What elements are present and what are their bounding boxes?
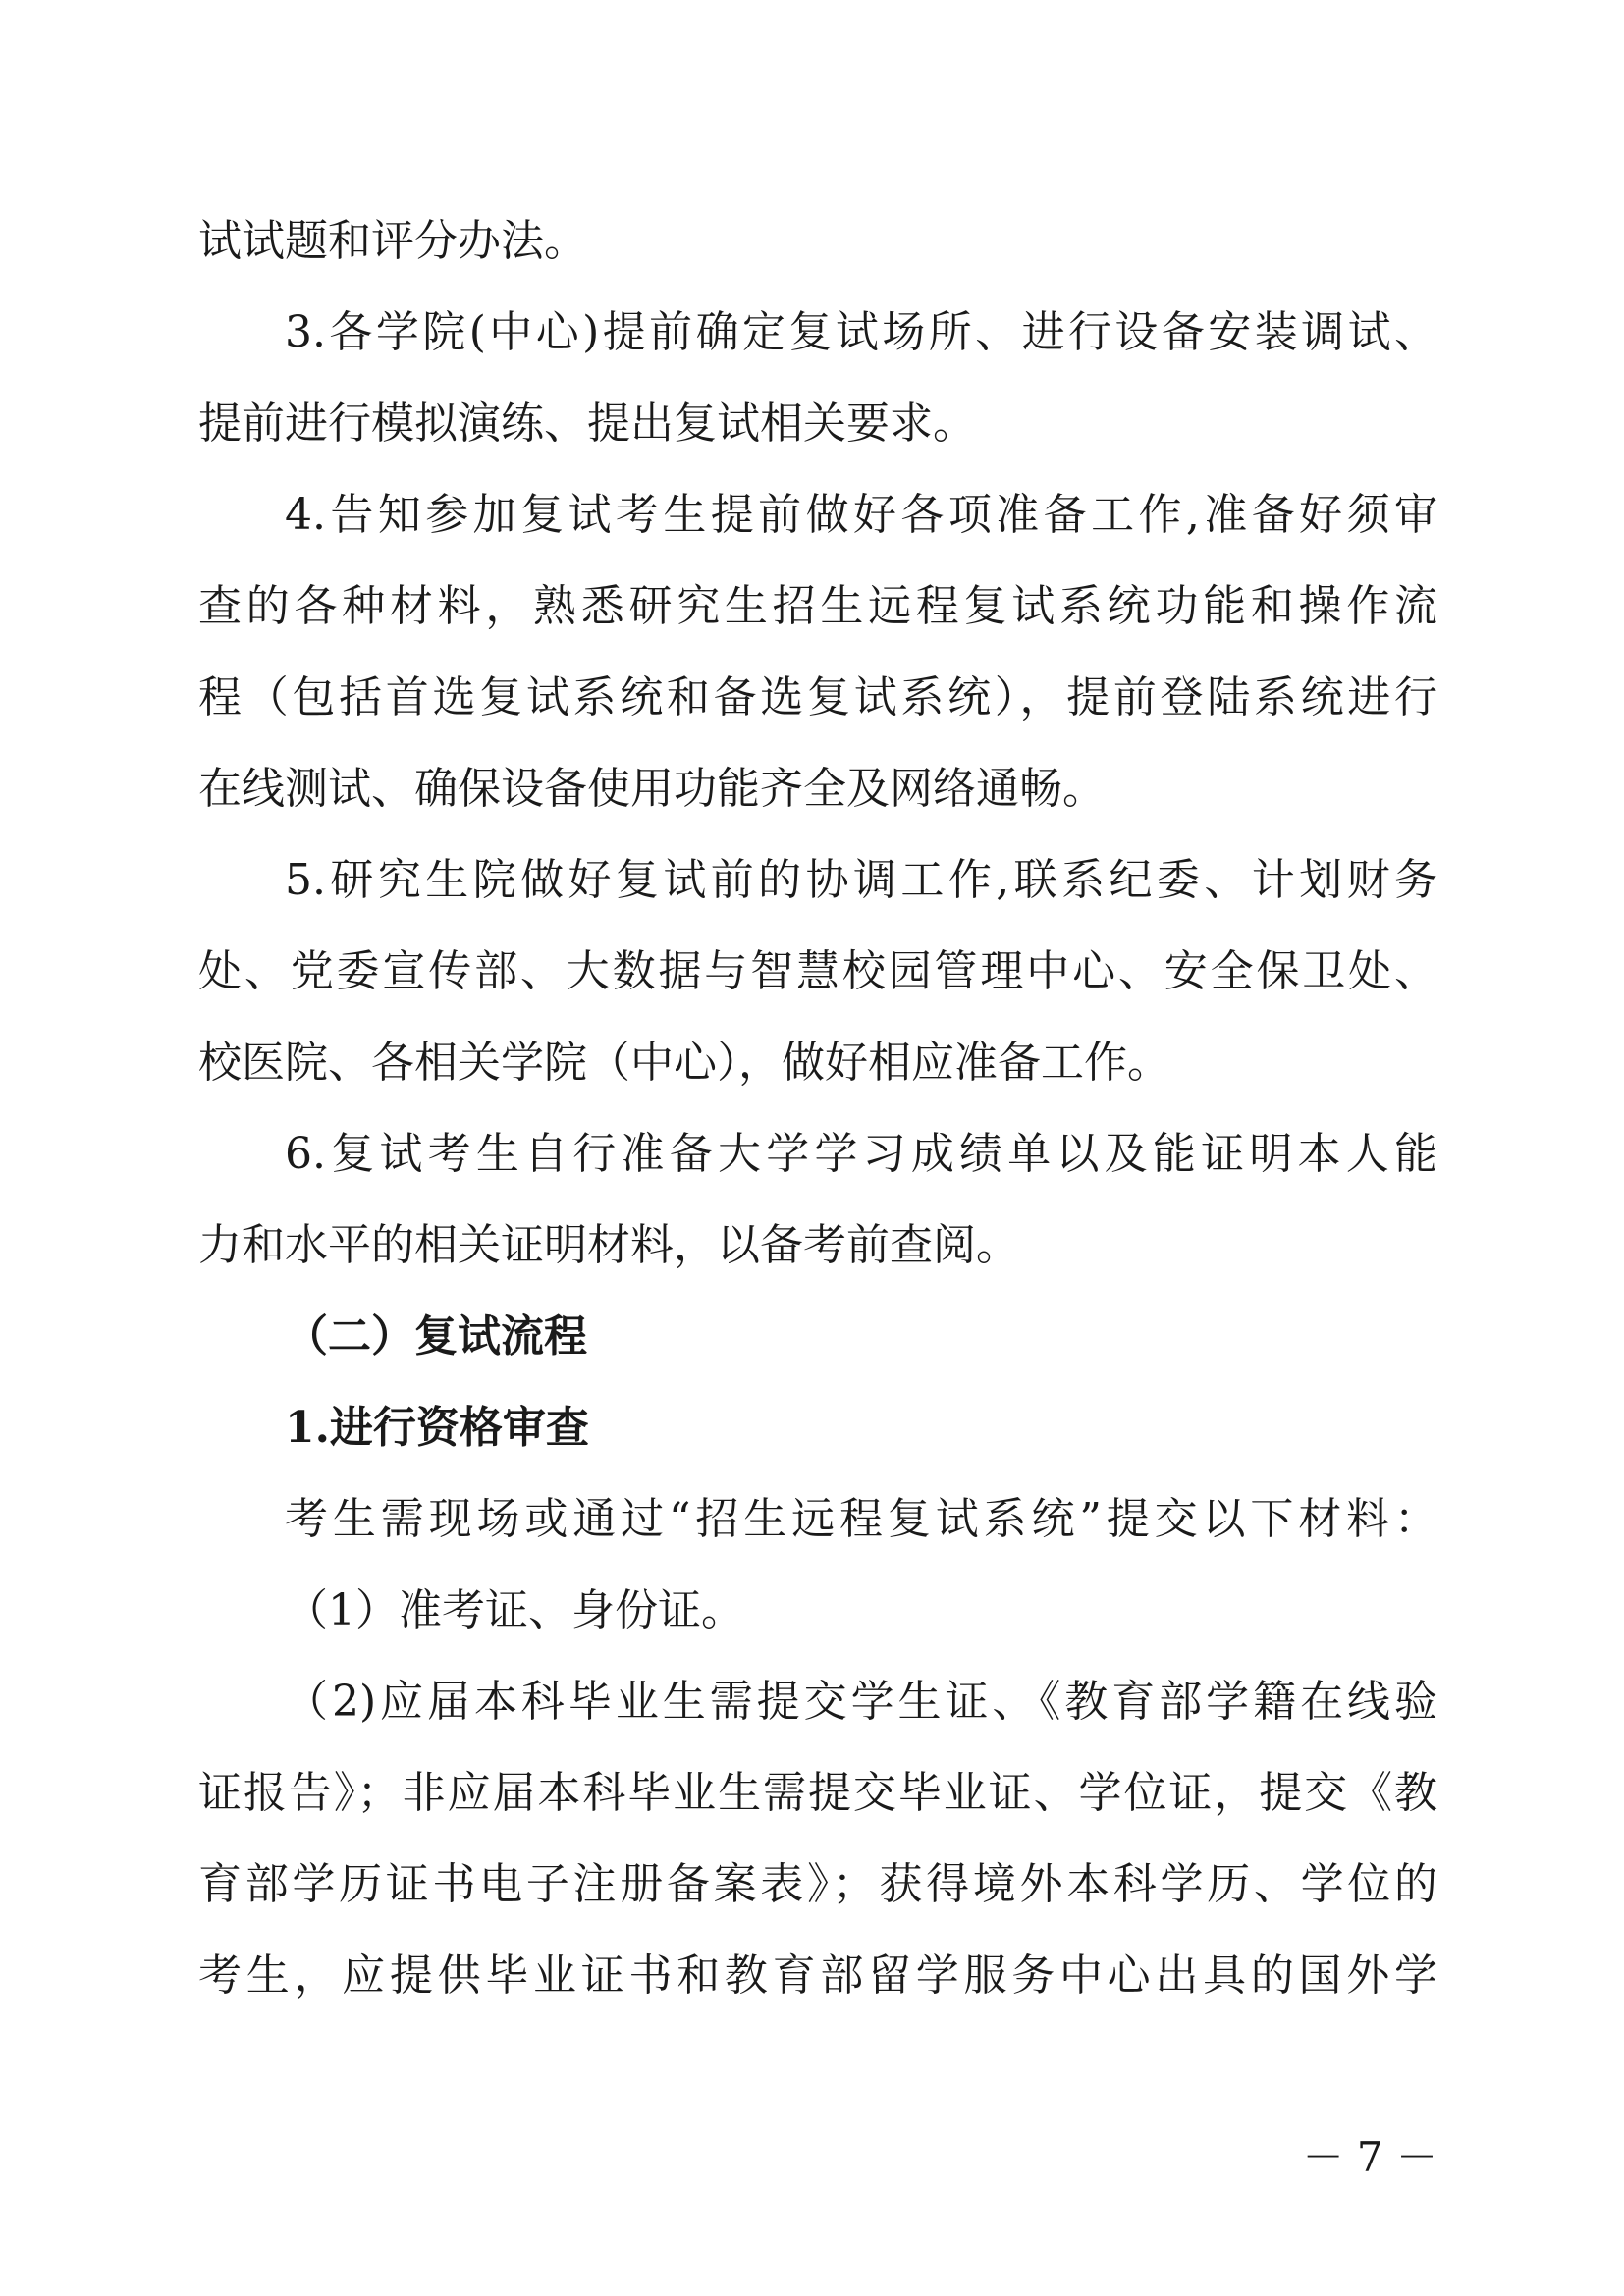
paragraph-line-4: 4.告知参加复试考生提前做好各项准备工作,准备好须审 — [285, 490, 1437, 540]
paragraph-line-19: 育部学历证书电子注册备案表》；获得境外本科学历、学位的 — [198, 1859, 1437, 1909]
section-heading: （二）复试流程 — [285, 1311, 587, 1362]
paragraph-line-12: 力和水平的相关证明材料，以备考前查阅。 — [198, 1220, 1019, 1270]
paragraph-line-1: 试试题和评分办法。 — [198, 216, 587, 266]
paragraph-line-3: 提前进行模拟演练、提出复试相关要求。 — [198, 399, 976, 449]
paragraph-line-5: 查的各种材料，熟悉研究生招生远程复试系统功能和操作流 — [198, 581, 1437, 631]
paragraph-line-17: （2)应届本科毕业生需提交学生证、《教育部学籍在线验 — [285, 1677, 1437, 1727]
subsection-heading: 1.进行资格审查 — [285, 1403, 589, 1453]
paragraph-line-6: 程（包括首选复试系统和备选复试系统），提前登陆系统进行 — [198, 672, 1437, 722]
paragraph-line-8: 5.研究生院做好复试前的协调工作,联系纪委、计划财务 — [285, 855, 1437, 905]
paragraph-line-9: 处、党委宣传部、大数据与智慧校园管理中心、安全保卫处、 — [198, 946, 1437, 996]
paragraph-line-20: 考生，应提供毕业证书和教育部留学服务中心出具的国外学 — [198, 1950, 1437, 2001]
paragraph-line-16: （1）准考证、身份证。 — [285, 1585, 744, 1635]
paragraph-line-7: 在线测试、确保设备使用功能齐全及网络通畅。 — [198, 764, 1106, 814]
page-number: － 7 － — [1302, 2133, 1437, 2181]
paragraph-line-2: 3.各学院(中心)提前确定复试场所、进行设备安装调试、 — [285, 307, 1437, 357]
paragraph-line-10: 校医院、各相关学院（中心），做好相应准备工作。 — [198, 1038, 1170, 1088]
paragraph-line-18: 证报告》；非应届本科毕业生需提交毕业证、学位证，提交《教 — [198, 1768, 1437, 1818]
paragraph-line-15: 考生需现场或通过“招生远程复试系统”提交以下材料： — [285, 1494, 1437, 1544]
paragraph-line-11: 6.复试考生自行准备大学学习成绩单以及能证明本人能 — [285, 1129, 1437, 1179]
